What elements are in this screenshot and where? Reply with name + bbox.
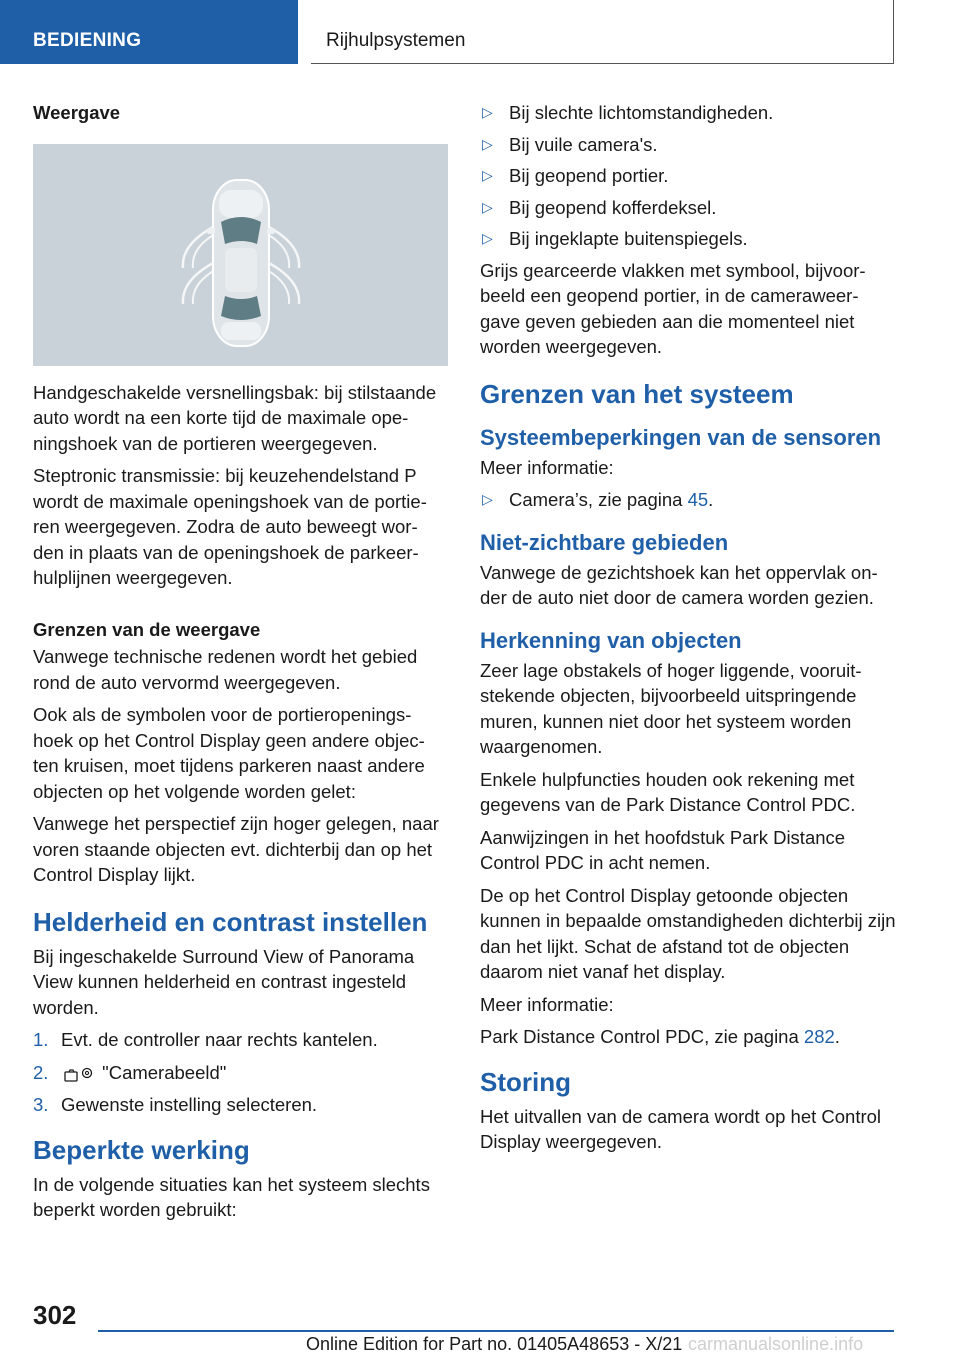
subheading-sensoren: Systeembeperkingen van de sensoren	[480, 424, 882, 450]
bullet-text: Bij geopend kofferdeksel.	[509, 196, 717, 218]
triangle-bullet-icon: ▷	[482, 135, 493, 152]
triangle-bullet-icon: ▷	[482, 198, 493, 215]
list-item	[480, 487, 898, 513]
heading-storing: Storing	[480, 1066, 571, 1097]
edition-text: Online Edition for Part no. 01405A48653 - X/21	[306, 1334, 683, 1354]
header-chapter-label: Rijhulpsystemen	[326, 30, 466, 51]
header-chapter-tab	[311, 0, 894, 64]
subheading-grenzen-weergave: Grenzen van de weergave	[33, 618, 261, 640]
paragraph: De op het Control Display getoonde objecten kunnen in bepaalde omstandigheden dichterbij zijn dan het lijkt. Schat de afstand tot de objecten daarom niet vanaf het display.	[480, 884, 896, 982]
paragraph: Vanwege technische redenen wordt het gebied rond de auto vervormd weergegeven.	[33, 646, 418, 693]
car-top-view-icon	[33, 144, 448, 366]
heading-weergave: Weergave	[33, 102, 121, 123]
bullet-text: Bij vuile camera's.	[509, 133, 658, 155]
paragraph: In de volgende situaties kan het systeem slechts beperkt worden gebruikt:	[33, 1173, 430, 1220]
footer-divider	[98, 1330, 894, 1332]
step-text: Evt. de controller naar rechts kantelen.	[61, 1029, 378, 1050]
bullet-text: Bij slechte lichtomstandigheden.	[509, 102, 774, 123]
triangle-bullet-icon: ▷	[482, 167, 493, 183]
reference-list	[480, 487, 898, 513]
step-text: Gewenste instelling selecteren.	[61, 1094, 318, 1115]
paragraph: Ook als de symbolen voor de portieropenings- hoek op het Control Display geen andere objec- ten kruisen, moet tijdens parkeren naast andere objecten op het volgende worden gelet:	[33, 704, 425, 802]
list-item	[33, 1060, 448, 1086]
subheading-herkenning: Herkenning van objecten	[480, 627, 742, 653]
triangle-bullet-icon: ▷	[482, 104, 493, 120]
step-number: 1.	[33, 1029, 49, 1050]
watermark: carmanualsonline.info	[688, 1334, 864, 1354]
list-item	[480, 100, 898, 126]
bullet-text: Bij ingeklapte buitenspiegels.	[509, 228, 748, 249]
paragraph: Enkele hulpfuncties houden ook rekening met gegevens van de Park Distance Control PDC.	[480, 768, 856, 815]
paragraph: Vanwege het perspectief zijn hoger gelegen, naar voren staande objecten evt. dichterbij dan op het Control Display lijkt.	[33, 813, 439, 885]
triangle-bullet-icon: ▷	[482, 491, 493, 507]
car-door-angle-illustration	[33, 144, 448, 366]
bullet-text: Bij geopend portier.	[509, 165, 669, 186]
punctuation: .	[834, 1026, 840, 1047]
triangle-bullet-icon: ▷	[482, 230, 493, 246]
bullet-text: Camera’s, zie pagina	[509, 489, 688, 510]
step-text: "Camerabeeld"	[102, 1061, 227, 1083]
page-link-282[interactable]: 282	[803, 1026, 835, 1047]
list-item	[480, 226, 898, 252]
list-item	[480, 132, 898, 158]
paragraph: Het uitvallen van de camera wordt op het Control Display weergegeven.	[480, 1105, 882, 1152]
paragraph: Grijs gearceerde vlakken met symbool, bijvoor- beeld een geopend portier, in de cameraweer- gave geven gebieden aan die momenteel niet worden weergegeven.	[480, 259, 866, 357]
step-number: 3.	[33, 1094, 49, 1115]
paragraph: Meer informatie:	[480, 993, 614, 1015]
paragraph: Vanwege de gezichtshoek kan het oppervlak on- der de auto niet door de camera worden gezien.	[480, 561, 878, 608]
header-section-tab	[0, 0, 298, 64]
list-item	[480, 163, 898, 189]
page-link-45[interactable]: 45	[687, 489, 709, 510]
limitations-list	[480, 100, 898, 252]
punctuation: .	[708, 489, 714, 510]
paragraph: Zeer lage obstakels of hoger liggende, vooruit- stekende objecten, bijvoorbeeld uitspringende muren, kunnen niet door het systeem worden waargenomen.	[480, 659, 862, 757]
header-section-label: BEDIENING	[33, 30, 142, 51]
left-column	[33, 100, 448, 1230]
right-column	[480, 100, 898, 1162]
steps-list	[33, 1027, 448, 1118]
paragraph: Meer informatie:	[480, 456, 614, 478]
list-item	[33, 1092, 448, 1118]
list-item	[480, 195, 898, 221]
paragraph	[480, 1024, 898, 1050]
heading-beperkte-werking: Beperkte werking	[33, 1134, 250, 1165]
page-number: 302	[33, 1300, 77, 1330]
paragraph: Aanwijzingen in het hoofdstuk Park Distance Control PDC in acht nemen.	[480, 826, 846, 873]
heading-grenzen-systeem: Grenzen van het systeem	[480, 378, 794, 409]
subheading-niet-zichtbaar: Niet-zichtbare gebieden	[480, 529, 729, 555]
list-item	[33, 1027, 448, 1053]
heading-helderheid: Helderheid en contrast instellen	[33, 906, 428, 937]
reference-text: Park Distance Control PDC, zie pagina	[480, 1026, 804, 1047]
paragraph: Handgeschakelde versnellingsbak: bij stilstaande auto wordt na een korte tijd de maximale ope- ningshoek van de portieren weergegeven.	[33, 381, 437, 454]
camera-settings-icon	[61, 1064, 97, 1084]
paragraph: Steptronic transmissie: bij keuzehendelstand P wordt de maximale openingshoek van de portie- ren weergegeven. Zodra de auto beweegt wor- den in plaats van de openingshoek de parkeer- hulplijnen weergegeven.	[33, 465, 427, 588]
paragraph: Bij ingeschakelde Surround View of Panorama View kunnen helderheid en contrast ingesteld worden.	[33, 945, 415, 1018]
step-number: 2.	[33, 1061, 49, 1083]
